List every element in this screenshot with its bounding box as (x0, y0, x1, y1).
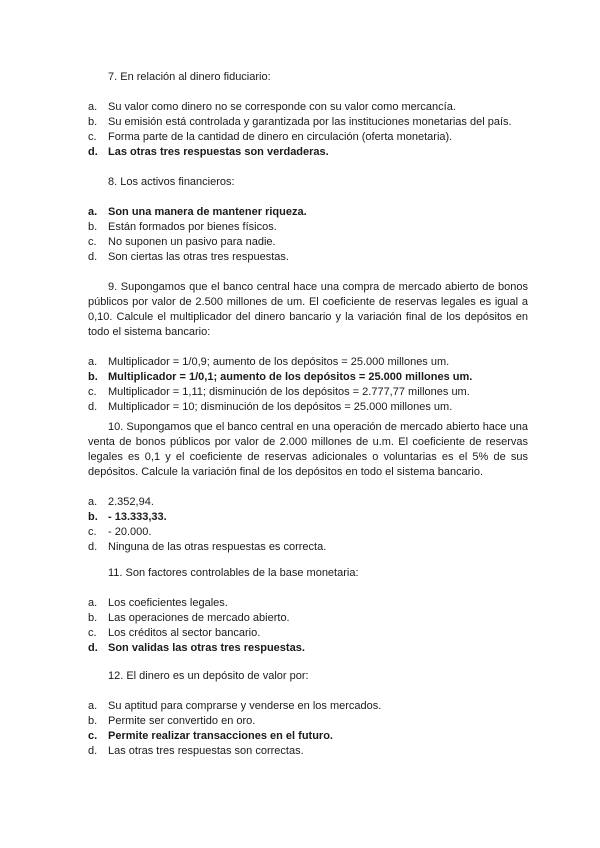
option-text: Están formados por bienes físicos. (108, 221, 277, 233)
option-letter: b. (88, 612, 98, 624)
option-b[interactable] (88, 714, 528, 729)
option-list (88, 596, 528, 656)
option-d[interactable] (88, 540, 528, 555)
question-stem: 11. Son factores controlables de la base monetaria: (108, 567, 359, 579)
question-9 (88, 280, 528, 415)
question-8 (88, 175, 528, 265)
question-stem: 7. En relación al dinero fiduciario: (108, 71, 271, 83)
option-b-correct[interactable] (88, 370, 528, 385)
option-text: - 13.333,33. (108, 511, 167, 523)
option-c[interactable] (88, 525, 528, 540)
option-text: Ninguna de las otras respuestas es correcta. (108, 541, 327, 553)
option-c[interactable] (88, 235, 528, 250)
option-text: Su emisión está controlada y garantizada por las instituciones monetarias del país. (108, 116, 512, 128)
option-d[interactable] (88, 250, 528, 265)
option-text: Multiplicador = 1/0,1; aumento de los depósitos = 25.000 millones um. (108, 371, 473, 383)
option-b[interactable] (88, 611, 528, 626)
option-text: - 20.000. (108, 526, 152, 538)
option-letter: d. (88, 146, 98, 158)
option-text: Permite ser convertido en oro. (108, 715, 256, 727)
option-d-correct[interactable] (88, 641, 528, 656)
option-text: Permite realizar transacciones en el futuro. (108, 730, 333, 742)
option-letter: a. (88, 597, 98, 609)
option-letter: c. (88, 730, 98, 742)
option-b[interactable] (88, 220, 528, 235)
option-letter: b. (88, 715, 98, 727)
option-letter: c. (88, 236, 97, 248)
option-a[interactable] (88, 495, 528, 510)
option-letter: d. (88, 642, 98, 654)
option-c[interactable] (88, 385, 528, 400)
option-text: No suponen un pasivo para nadie. (108, 236, 276, 248)
option-text: Las otras tres respuestas son correctas. (108, 745, 304, 757)
option-text: 2.352,94. (108, 496, 154, 508)
option-text: Son una manera de mantener riqueza. (108, 206, 307, 218)
option-text: Los créditos al sector bancario. (108, 627, 261, 639)
option-text: Forma parte de la cantidad de dinero en circulación (oferta monetaria). (108, 131, 453, 143)
question-stem: 9. Supongamos que el banco central hace una compra de mercado abierto de bonos públicos por valor de 2.500 millones de um. El coeficiente de reservas legales es igual a 0,10. Calcule el multiplicador del dinero bancario y la variación final de los depósitos en todo el sistema bancario: (88, 281, 528, 338)
option-a[interactable] (88, 699, 528, 714)
option-letter: b. (88, 511, 98, 523)
question-stem: 12. El dinero es un depósito de valor por: (108, 670, 309, 682)
question-stem: 8. Los activos financieros: (108, 176, 235, 188)
option-text: Son validas las otras tres respuestas. (108, 642, 305, 654)
option-d[interactable] (88, 744, 528, 759)
option-b-correct[interactable] (88, 510, 528, 525)
option-a[interactable] (88, 596, 528, 611)
option-a[interactable] (88, 355, 528, 370)
option-c[interactable] (88, 130, 528, 145)
option-text: Son ciertas las otras tres respuestas. (108, 251, 289, 263)
option-a-correct[interactable] (88, 205, 528, 220)
option-list (88, 205, 528, 265)
option-letter: b. (88, 116, 98, 128)
option-letter: a. (88, 700, 98, 712)
option-text: Las otras tres respuestas son verdaderas. (108, 146, 329, 158)
option-letter: a. (88, 206, 98, 218)
option-text: Su valor como dinero no se corresponde con su valor como mercancía. (108, 101, 456, 113)
option-letter: b. (88, 371, 98, 383)
option-letter: c. (88, 386, 97, 398)
option-text: Multiplicador = 1,11; disminución de los depósitos = 2.777,77 millones um. (108, 386, 470, 398)
option-a[interactable] (88, 100, 528, 115)
question-7 (88, 70, 528, 160)
option-letter: c. (88, 627, 97, 639)
option-letter: b. (88, 221, 98, 233)
option-c-correct[interactable] (88, 729, 528, 744)
option-letter: a. (88, 101, 98, 113)
option-c[interactable] (88, 626, 528, 641)
option-text: Multiplicador = 10; disminución de los depósitos = 25.000 millones um. (108, 401, 453, 413)
option-letter: c. (88, 526, 97, 538)
option-text: Su aptitud para comprarse y venderse en los mercados. (108, 700, 382, 712)
option-d[interactable] (88, 400, 528, 415)
option-letter: d. (88, 745, 98, 757)
option-letter: d. (88, 251, 98, 263)
question-stem: 10. Supongamos que el banco central en una operación de mercado abierto hace una venta de bonos públicos por valor de 2.000 millones de u.m. El coeficiente de reservas legales es 0,1 y el coeficiente de reservas adicionales o voluntarias es el 5% de sus depósitos. Calcule la variación final de los depósitos en todo el sistema bancario. (88, 421, 528, 478)
option-letter: d. (88, 541, 98, 553)
option-list (88, 355, 528, 415)
option-letter: d. (88, 401, 98, 413)
option-text: Los coeficientes legales. (108, 597, 228, 609)
option-letter: c. (88, 131, 97, 143)
option-text: Multiplicador = 1/0,9; aumento de los depósitos = 25.000 millones um. (108, 356, 450, 368)
option-b[interactable] (88, 115, 528, 130)
question-11 (88, 566, 528, 656)
option-letter: a. (88, 356, 98, 368)
question-10 (88, 420, 528, 555)
option-list (88, 699, 528, 759)
option-letter: a. (88, 496, 98, 508)
option-list (88, 100, 528, 160)
question-12 (88, 669, 528, 759)
option-d-correct[interactable] (88, 145, 528, 160)
option-text: Las operaciones de mercado abierto. (108, 612, 290, 624)
option-list (88, 495, 528, 555)
